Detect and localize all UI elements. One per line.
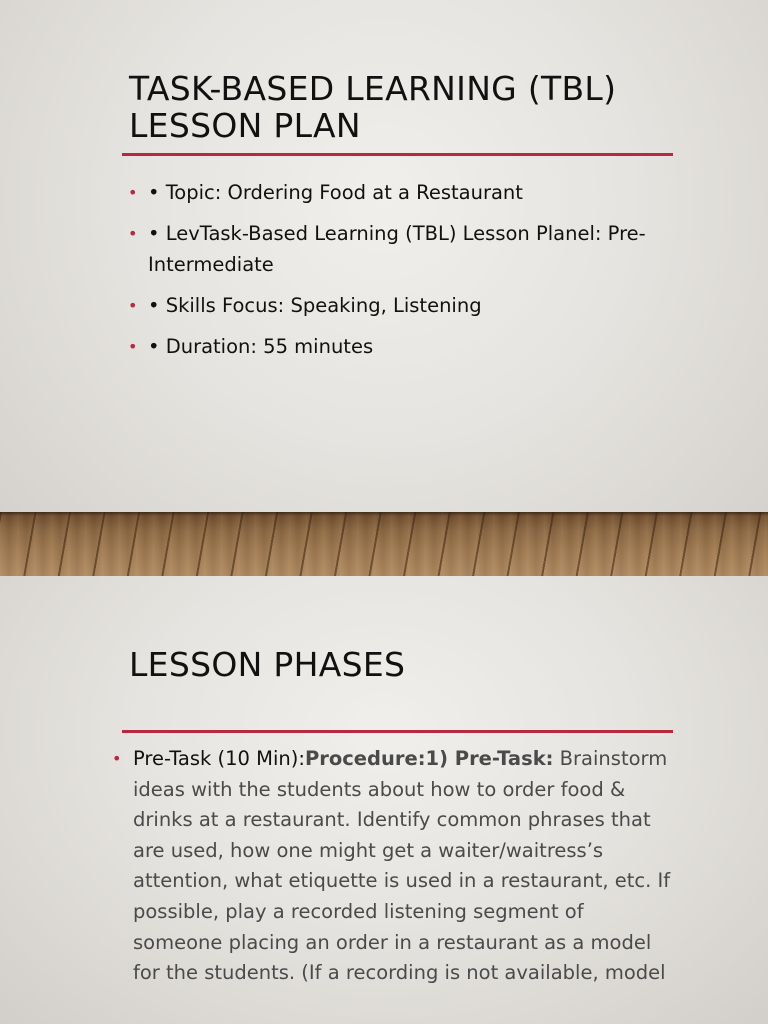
bullet-list — [128, 178, 688, 373]
list-item: • • LevTask-Based Learning (TBL) Lesson Planel: Pre-Intermediate — [128, 219, 688, 280]
list-item — [112, 744, 672, 989]
bullet-icon: • — [128, 336, 138, 356]
bullet-icon: • — [112, 749, 122, 768]
title-divider — [122, 153, 673, 156]
list-item: • • Duration: 55 minutes — [128, 332, 688, 363]
title-divider — [122, 730, 673, 733]
bullet-icon: • — [128, 183, 138, 202]
slide-title: LESSON PHASES — [129, 645, 406, 684]
phase-lead: Pre-Task (10 Min): — [133, 747, 305, 770]
slide-title: TASK-BASED LEARNING (TBL) LESSON PLAN — [129, 69, 617, 145]
wood-floor-image — [0, 512, 768, 576]
bullet-list — [112, 744, 672, 989]
list-item: • • Skills Focus: Speaking, Listening — [128, 291, 688, 322]
phase-heading: Procedure:1) Pre-Task: — [304, 747, 554, 770]
bullet-icon: • — [128, 224, 138, 243]
phase-body: Brainstorm ideas with the students about how to order food & drinks at a restaurant. Identify common phrases that are used, how one might get a waiter/waitress’s attention, what etiquette is used in a restaurant, etc. If possible, play a recorded listening segment of someone placing an order in a restaurant as a model for the students. (If a recording is not available, model — [133, 747, 671, 985]
bullet-icon: • — [128, 295, 138, 315]
list-item: • • Topic: Ordering Food at a Restaurant — [128, 178, 688, 209]
slide-lesson-phases — [0, 576, 768, 1024]
